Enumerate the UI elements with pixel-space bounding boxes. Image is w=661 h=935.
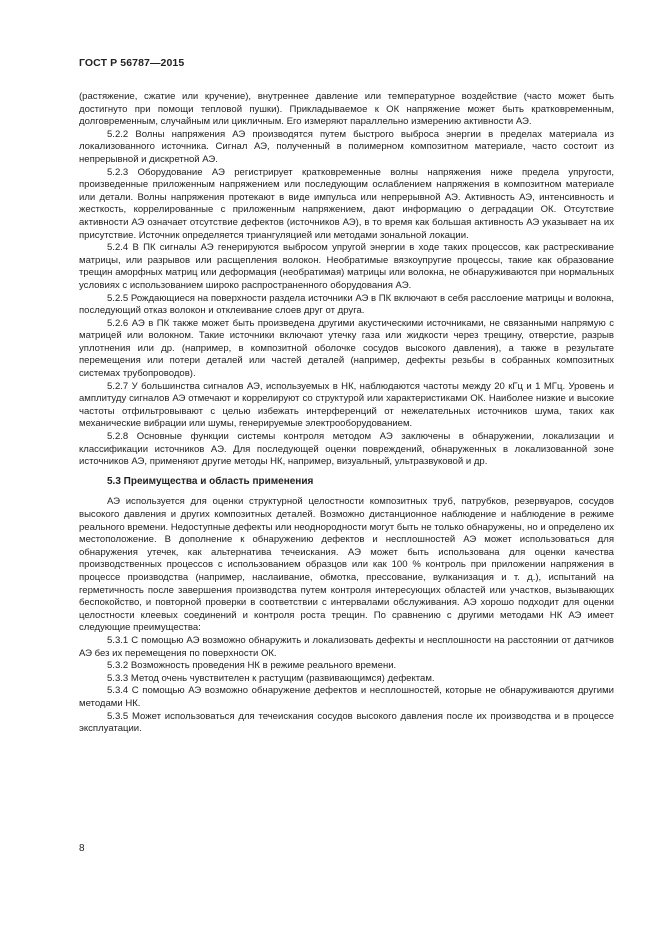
item-5-3-5: 5.3.5 Может использоваться для течеискания сосудов высокого давления после их производства и в процессе эксплуатации. — [79, 710, 614, 735]
page-number: 8 — [79, 843, 85, 854]
paragraph-5-2-3: 5.2.3 Оборудование АЭ регистрирует кратковременные волны напряжения ниже предела упругости, произведенные приложенным напряжением или последующим ослаблением напряжения в композитном материале или детали. Волны напряжения протекают в виде импульса или непрерывной АЭ. Активность АЭ, интенсивность и жесткость, коррелированные с приложенным напряжением, дают информацию о деградации ОК. Отсутствие активности АЭ означает отсутствие дефектов (источников АЭ), в то время как большая активность АЭ указывает на их присутствие. Источник определяется триангуляцией или методами зональной локации. — [79, 166, 614, 241]
paragraph-5-2-6: 5.2.6 АЭ в ПК также может быть произведена другими акустическими источниками, не связанными напрямую с матрицей или волокном. Такие источники включают утечку газа или жидкости через трещину, отверстие, разрыв уплотнения или др. (например, в композитной оболочке сосудов высокого давления), а также в результате перемещения или потери деталей или частей деталей (например, дефекты резьбы в собранных композитных системах трубопроводов). — [79, 317, 614, 380]
paragraph-5-2-8: 5.2.8 Основные функции системы контроля методом АЭ заключены в обнаружении, локализации и классификации источников АЭ. Для последующей оценки повреждений, обнаруженных в локализованной зоне источников АЭ, применяют другие методы НК, например, визуальный, ультразвуковой и др. — [79, 431, 614, 468]
paragraph-5-2-2: 5.2.2 Волны напряжения АЭ производятся путем быстрого выброса энергии в пределах материала из локализованного источника. Сигнал АЭ, полученный в полимерном композитном материале, часто состоит из непрерывной и дискретной АЭ. — [79, 128, 614, 165]
item-5-3-4: 5.3.4 С помощью АЭ возможно обнаружение дефектов и несплошностей, которые не обнаруживаются другими методами НК. — [79, 685, 614, 709]
document-header: ГОСТ Р 56787—2015 — [79, 57, 185, 69]
section-5-3-body: АЭ используется для оценки структурной целостности композитных труб, патрубков, резервуаров, сосудов высокого давления и других композитных деталей. Возможно дистанционное наблюдение и наблюдение в режиме реального времени. Недоступные дефекты или неоднородности могут быть не только обнаружены, но и определено их местоположение. В дополнение к обнаружению дефектов и несплошностей АЭ может использоваться для обнаружения утечек, как альтернатива течеискания. АЭ может быть использована для оценки качества производственных процессов с использованием образцов или как 100 % контроль при приложении напряжения в процессе производства (например, наслаивание, обмотка, прессование, вулканизация и т. д.), испытаний на герметичность после завершения производства путем контроля интересующих областей или участков, вызывающих беспокойство, и повторной проверки в соответствии с интервалами обслуживания. АЭ хорошо подходит для оценки целостности клеевых соединений и контроля роста трещин. По сравнению с другими методами НК АЭ имеет следующие преимущества: — [79, 496, 614, 634]
section-heading-5-3: 5.3 Преимущества и область применения — [107, 475, 314, 487]
item-5-3-2: 5.3.2 Возможность проведения НК в режиме реального времени. — [107, 660, 397, 672]
paragraph-5-2-4: 5.2.4 В ПК сигналы АЭ генерируются выбросом упругой энергии в ходе таких процессов, как растрескивание матрицы, или разрывов или расщепления волокон. Необратимые вязкоупругие процессы, такие как образование трещин аморфных матриц или деформация (необратимая) матрицы или волокна, не обнаруживаются при нормальных условиях с использованием широко распространенного оборудования АЭ. — [79, 242, 614, 291]
paragraph-5-2-5: 5.2.5 Рождающиеся на поверхности раздела источники АЭ в ПК включают в себя расслоение матрицы и волокна, последующий отказ волокон и отклеивание слоев друг от друга. — [79, 292, 614, 317]
paragraph-5-2-7: 5.2.7 У большинства сигналов АЭ, используемых в НК, наблюдаются частоты между 20 кГц и 1 МГц. Уровень и амплитуду сигналов АЭ отмечают и коррелируют со структурой или характеристиками ОК. Наиболее низкие и высокие частоты отфильтровывают с целью избежать интерференций от нежелательных источников шума, таких как механические вибрации или шумы, генерируемые электрооборудованием. — [79, 380, 614, 430]
item-5-3-1: 5.3.1 С помощью АЭ возможно обнаружить и локализовать дефекты и несплошности на расстоянии от датчиков АЭ без их перемещения по поверхности ОК. — [79, 634, 614, 659]
page-body — [79, 91, 614, 736]
continued-paragraph: (растяжение, сжатие или кручение), внутреннее давление или температурное воздействие (часто может быть достигнуто при помощи тепловой пушки). Прикладываемое к ОК напряжение может быть кратковременным, долговременным, случайным или цикличным. Его измеряют параллельно измерению активности АЭ. — [79, 91, 614, 128]
item-5-3-3: 5.3.3 Метод очень чувствителен к растущим (развивающимся) дефектам. — [107, 672, 435, 684]
